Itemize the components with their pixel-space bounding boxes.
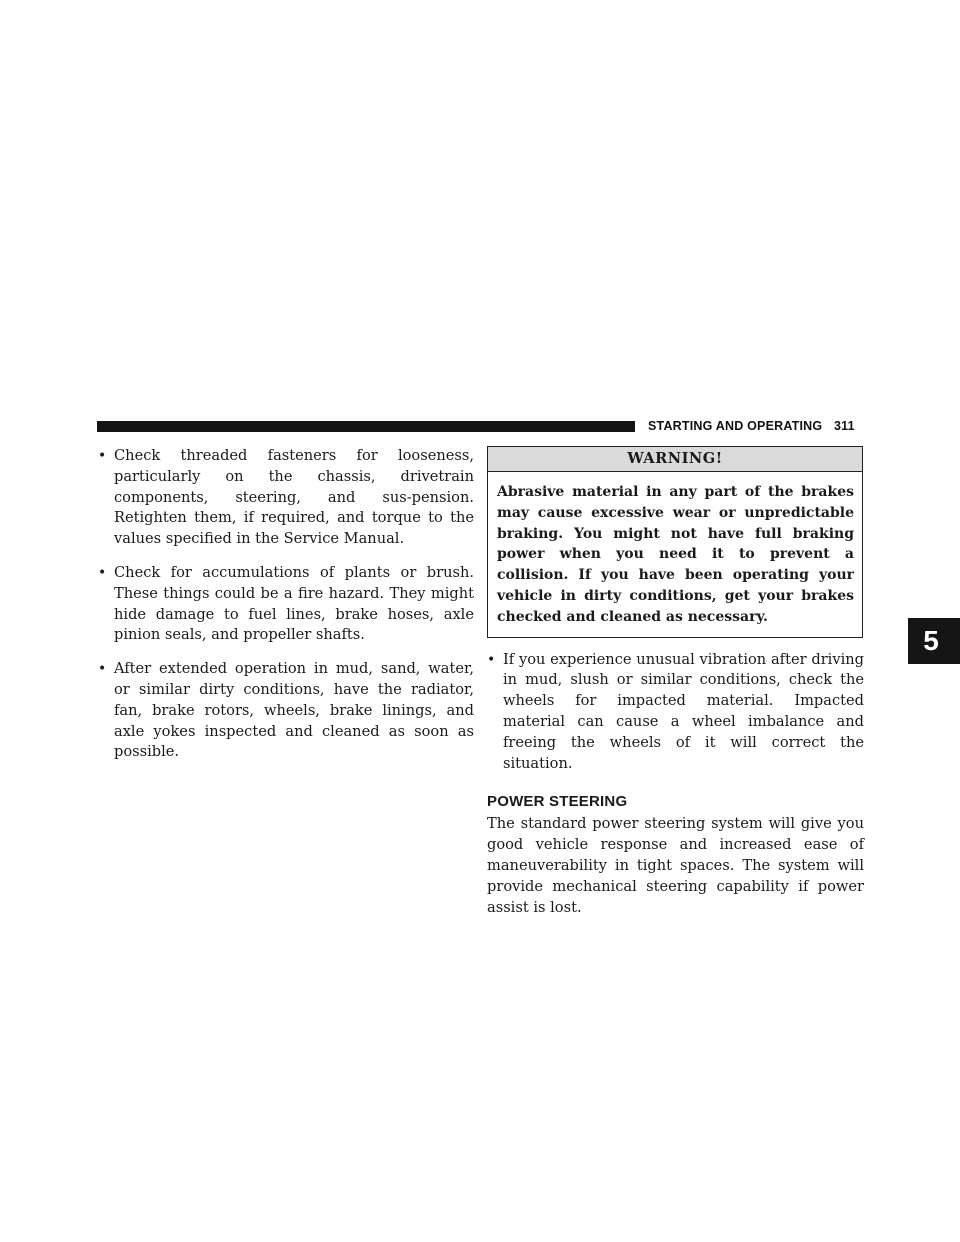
left-column [98,446,474,776]
right-column [487,446,864,918]
bullet-text: After extended operation in mud, sand, water, or similar dirty conditions, have the radiator, fan, brake rotors, wheels, brake linings, and axle yokes inspected and cleaned as soon as possible. [114,660,474,761]
vibration-bullet-list [487,650,864,775]
bullet-icon: • [98,564,107,581]
bullet-icon: • [487,651,496,668]
list-item [98,446,474,550]
warning-box [487,446,863,638]
section-title: STARTING AND OPERATING [648,419,823,433]
warning-text: Abrasive material in any part of the brakes may cause excessive wear or unpredictable braking. You might not have full braking power when you need it to prevent a collision. If you have been operating your vehicle in dirty conditions, get your brakes checked and cleaned as necessary. [497,484,854,625]
power-steering-heading: POWER STEERING [487,793,628,811]
bullet-text: Check for accumulations of plants or brush. These things could be a fire hazard. They might hide damage to fuel lines, brake hoses, axle pinion seals, and propeller shafts. [114,563,474,644]
chapter-tab: 5 [908,618,960,664]
bullet-icon: • [98,448,107,464]
running-header [648,419,855,433]
page-number: 311 [834,419,855,433]
bullet-text: Check threaded fasteners for looseness, particularly on the chassis, drivetrain components, steering, and sus-pension. Retighten them, if required, and torque to the values specified in the Service Manual. [114,447,474,548]
bullet-text: If you experience unusual vibration after driving in mud, slush or similar conditions, check the wheels for impacted material. Impacted material can cause a wheel imbalance and freeing the wheels of it will correct the situation. [503,650,864,772]
maintenance-bullet-list [98,446,474,763]
bullet-icon: • [98,661,107,678]
list-item [98,659,474,763]
list-item [98,563,474,646]
header-rule [97,421,635,432]
warning-title: WARNING! [488,447,862,472]
list-item [487,650,864,775]
power-steering-body: The standard power steering system will give you good vehicle response and increased ease of maneuverability in tight spaces. The system will provide mechanical steering capability if power assist is lost. [487,815,864,916]
